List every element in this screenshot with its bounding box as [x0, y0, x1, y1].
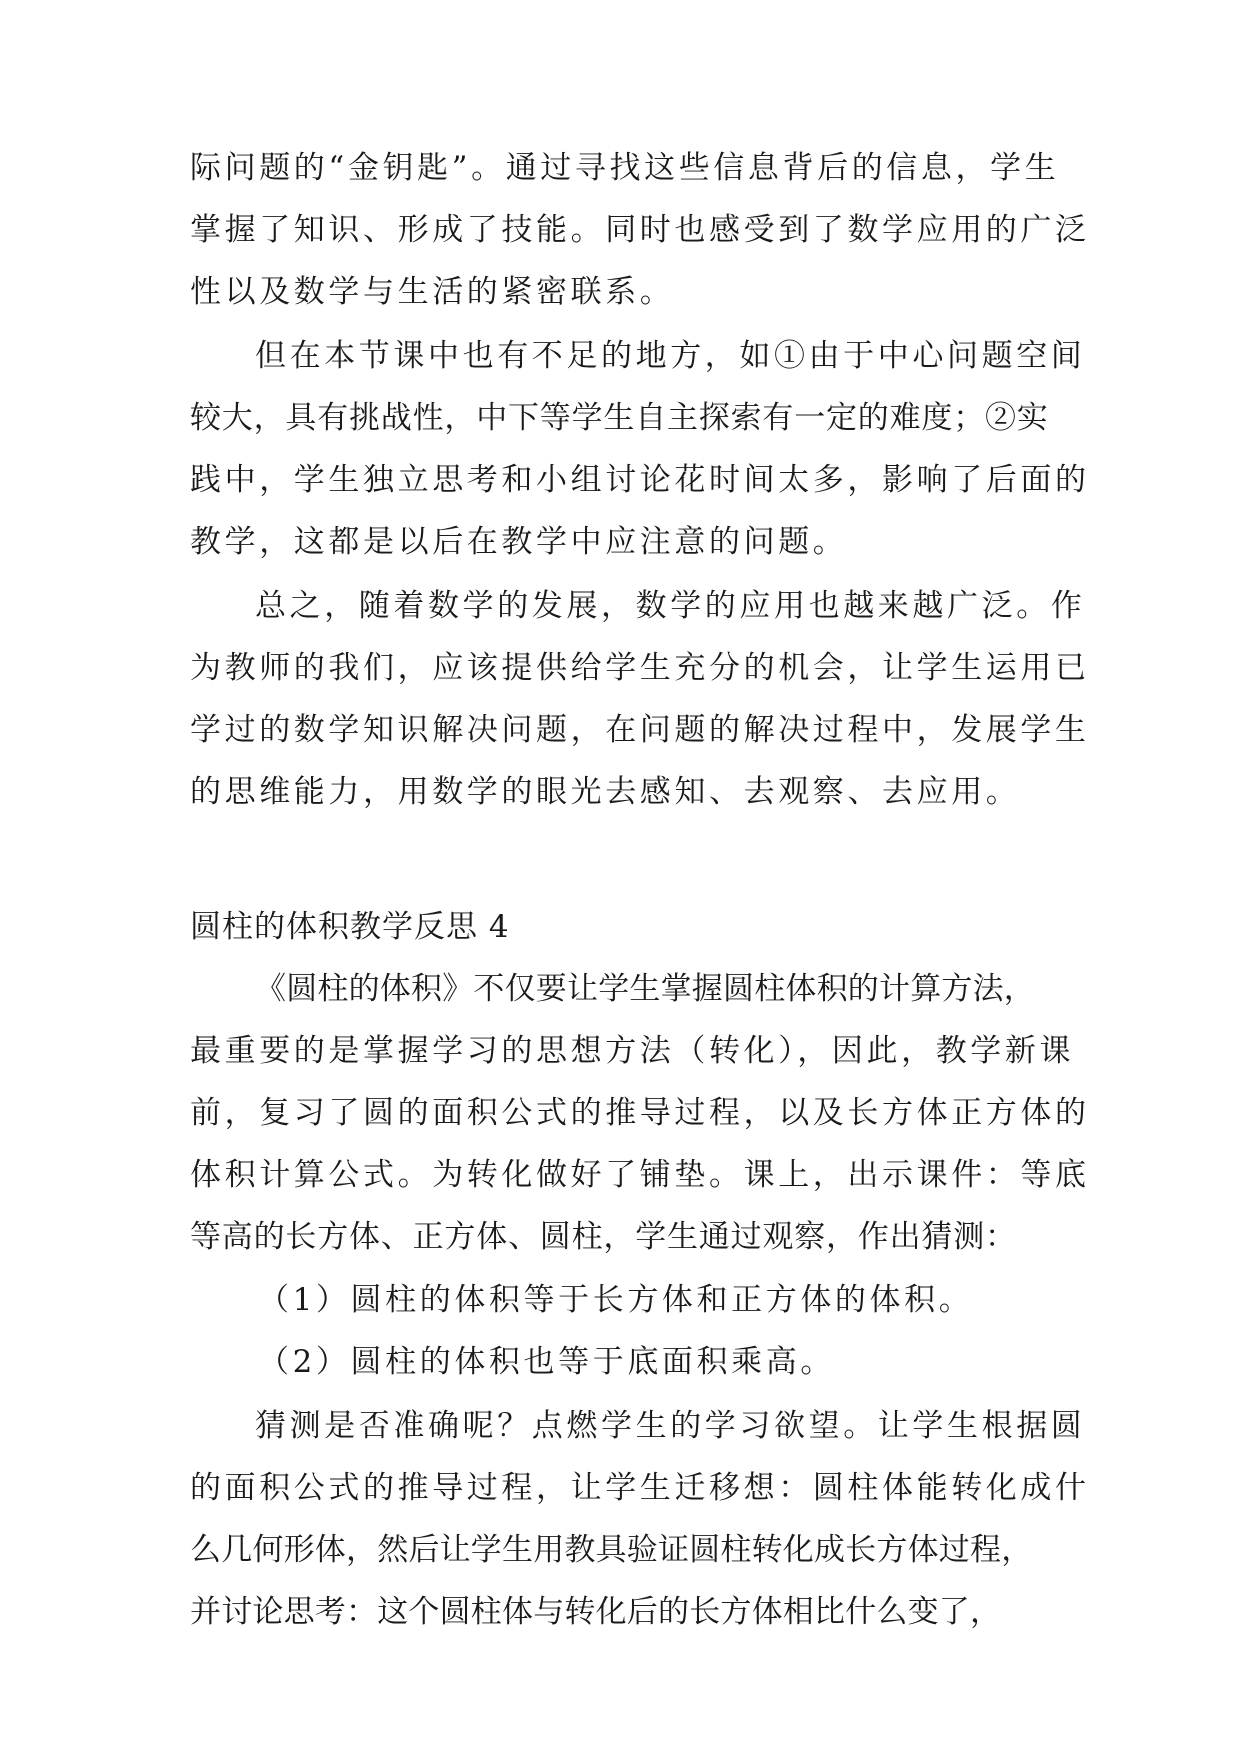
paragraph-4-line-3: 前，复习了圆的面积公式的推导过程，以及长方体正方体的	[190, 1095, 1090, 1131]
list-item: （2）圆柱的体积也等于底面积乘高。	[258, 1344, 835, 1380]
list-item: （1）圆柱的体积等于长方体和正方体的体积。	[258, 1282, 974, 1318]
paragraph-1-line-3: 性以及数学与生活的紧密联系。	[190, 274, 675, 310]
paragraph-4-line-5: 等高的长方体、正方体、圆柱，学生通过观察，作出猜测：	[190, 1219, 1017, 1255]
paragraph-2-line-4: 教学，这都是以后在教学中应注意的问题。	[190, 524, 848, 560]
paragraph-4-line-4: 体积计算公式。为转化做好了铺垫。课上，出示课件：等底	[190, 1157, 1090, 1193]
paragraph-4-line-1: 《圆柱的体积》不仅要让学生掌握圆柱体积的计算方法，	[255, 971, 1035, 1007]
paragraph-2-line-3: 践中，学生独立思考和小组讨论花时间太多，影响了后面的	[190, 462, 1090, 498]
paragraph-3-line-2: 为教师的我们，应该提供给学生充分的机会，让学生运用已	[190, 650, 1090, 686]
paragraph-5-line-4: 并讨论思考：这个圆柱体与转化后的长方体相比什么变了，	[190, 1594, 1002, 1630]
paragraph-4-line-2: 最重要的是掌握学习的思想方法（转化），因此，教学新课	[190, 1033, 1075, 1069]
paragraph-1-line-1: 际问题的“金钥匙”。通过寻找这些信息背后的信息，学生	[190, 150, 1060, 186]
paragraph-3-line-4: 的思维能力，用数学的眼光去感知、去观察、去应用。	[190, 774, 1021, 810]
section-heading: 圆柱的体积教学反思 4	[190, 909, 510, 945]
paragraph-3-line-1: 总之，随着数学的发展，数学的应用也越来越广泛。作	[255, 588, 1086, 624]
paragraph-1-line-2: 掌握了知识、形成了技能。同时也感受到了数学应用的广泛	[190, 212, 1090, 248]
paragraph-5-line-1: 猜测是否准确呢？点燃学生的学习欲望。让学生根据圆	[255, 1408, 1086, 1444]
paragraph-2-line-2: 较大，具有挑战性，中下等学生自主探索有一定的难度；②实	[190, 400, 1049, 436]
paragraph-5-line-3: 么几何形体，然后让学生用教具验证圆柱转化成长方体过程，	[190, 1532, 1033, 1568]
paragraph-2-line-1: 但在本节课中也有不足的地方，如①由于中心问题空间	[255, 338, 1086, 374]
paragraph-5-line-2: 的面积公式的推导过程，让学生迁移想：圆柱体能转化成什	[190, 1470, 1090, 1506]
paragraph-3-line-3: 学过的数学知识解决问题，在问题的解决过程中，发展学生	[190, 712, 1090, 748]
